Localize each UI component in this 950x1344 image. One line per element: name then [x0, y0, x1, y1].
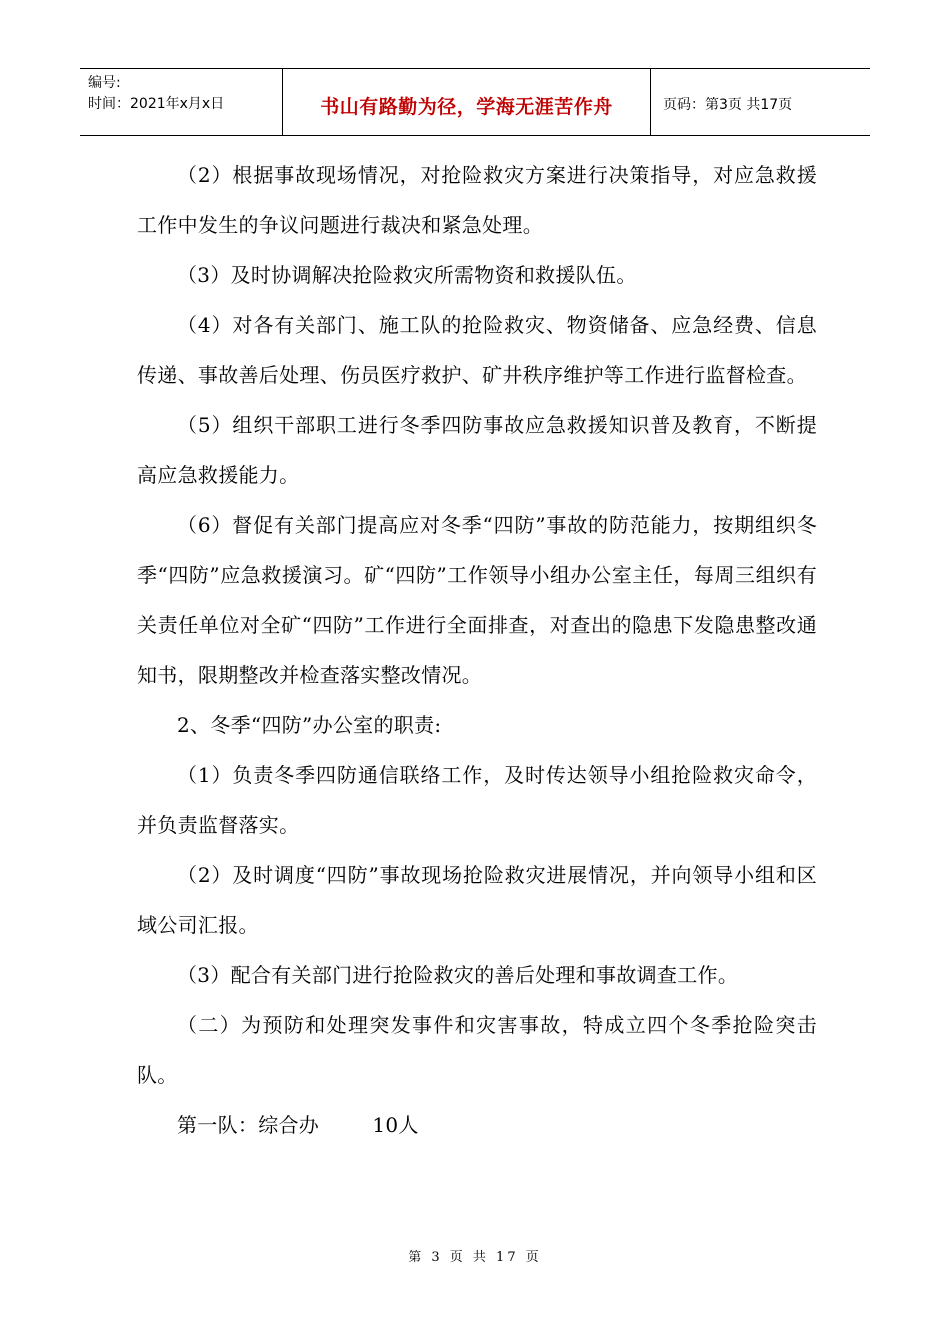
paragraph: （2）及时调度“四防”事故现场抢险救灾进展情况，并向领导小组和区域公司汇报。 [137, 863, 817, 937]
section-heading: 2、冬季“四防”办公室的职责: [177, 713, 442, 737]
paragraph: （4）对各有关部门、施工队的抢险救灾、物资储备、应急经费、信息传递、事故善后处理、伤员医疗救护、矿井秩序维护等工作进行监督检查。 [137, 313, 817, 387]
document-header [80, 68, 870, 136]
header-meta [80, 69, 283, 135]
document-number-label: 编号: [88, 75, 121, 91]
paragraph: （3）配合有关部门进行抢险救灾的善后处理和事故调查工作。 [177, 963, 739, 987]
paragraph: （5）组织干部职工进行冬季四防事故应急救援知识普及教育，不断提高应急救援能力。 [137, 413, 817, 487]
paragraph: （6）督促有关部门提高应对冬季“四防”事故的防范能力，按期组织冬季“四防”应急救援演习。矿“四防”工作领导小组办公室主任，每周三组织有关责任单位对全矿“四防”工作进行全面排查，对查出的隐患下发隐患整改通知书，限期整改并检查落实整改情况。 [137, 513, 817, 687]
document-date-label: 时间：2021年x月x日 [88, 96, 225, 112]
paragraph: （二）为预防和处理突发事件和灾害事故，特成立四个冬季抢险突击队。 [137, 1013, 817, 1087]
document-body [137, 150, 817, 1150]
team-entry: 第一队：综合办 10人 [177, 1113, 419, 1137]
paragraph: （1）负责冬季四防通信联络工作，及时传达领导小组抢险救灾命令，并负责监督落实。 [137, 763, 817, 837]
header-motto: 书山有路勤为径，学海无涯苦作舟 [320, 95, 613, 118]
page-footer: 第 3 页 共 17 页 [408, 1250, 542, 1265]
paragraph: （2）根据事故现场情况，对抢险救灾方案进行决策指导，对应急救援工作中发生的争议问题进行裁决和紧急处理。 [137, 163, 817, 237]
header-motto-cell [283, 69, 651, 135]
paragraph: （3）及时协调解决抢险救灾所需物资和救援队伍。 [177, 263, 637, 287]
header-page-info: 页码：第3页 共17页 [663, 97, 793, 113]
